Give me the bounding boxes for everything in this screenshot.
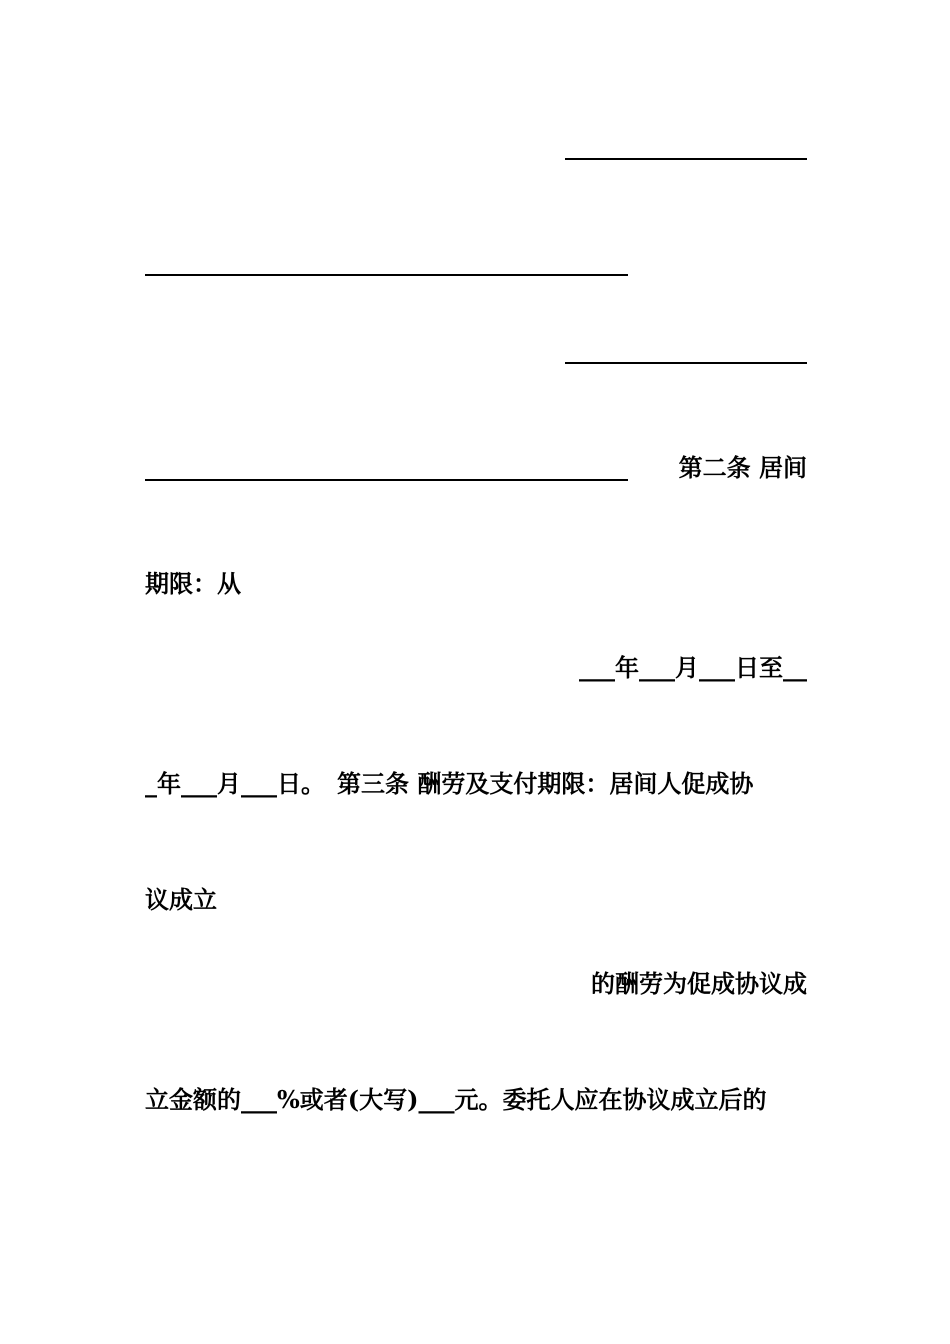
blank-rule-3: [565, 362, 807, 364]
agreement-formed-text: 议成立: [145, 885, 217, 914]
commission-amount-text: 立金额的___%或者(大写)___元。委托人应在协议成立后的: [145, 1085, 767, 1114]
article-3-line: _年___月___日。 第三条 酬劳及支付期限：居间人促成协: [145, 769, 754, 798]
blank-rule-2: [145, 274, 628, 276]
article-2-heading: 第二条 居间: [678, 453, 807, 482]
commission-text: 的酬劳为促成协议成: [591, 969, 807, 998]
blank-rule-1: [565, 158, 807, 160]
term-label: 期限：从: [145, 569, 241, 598]
term-date-range: ___年___月___日至__: [579, 653, 807, 682]
